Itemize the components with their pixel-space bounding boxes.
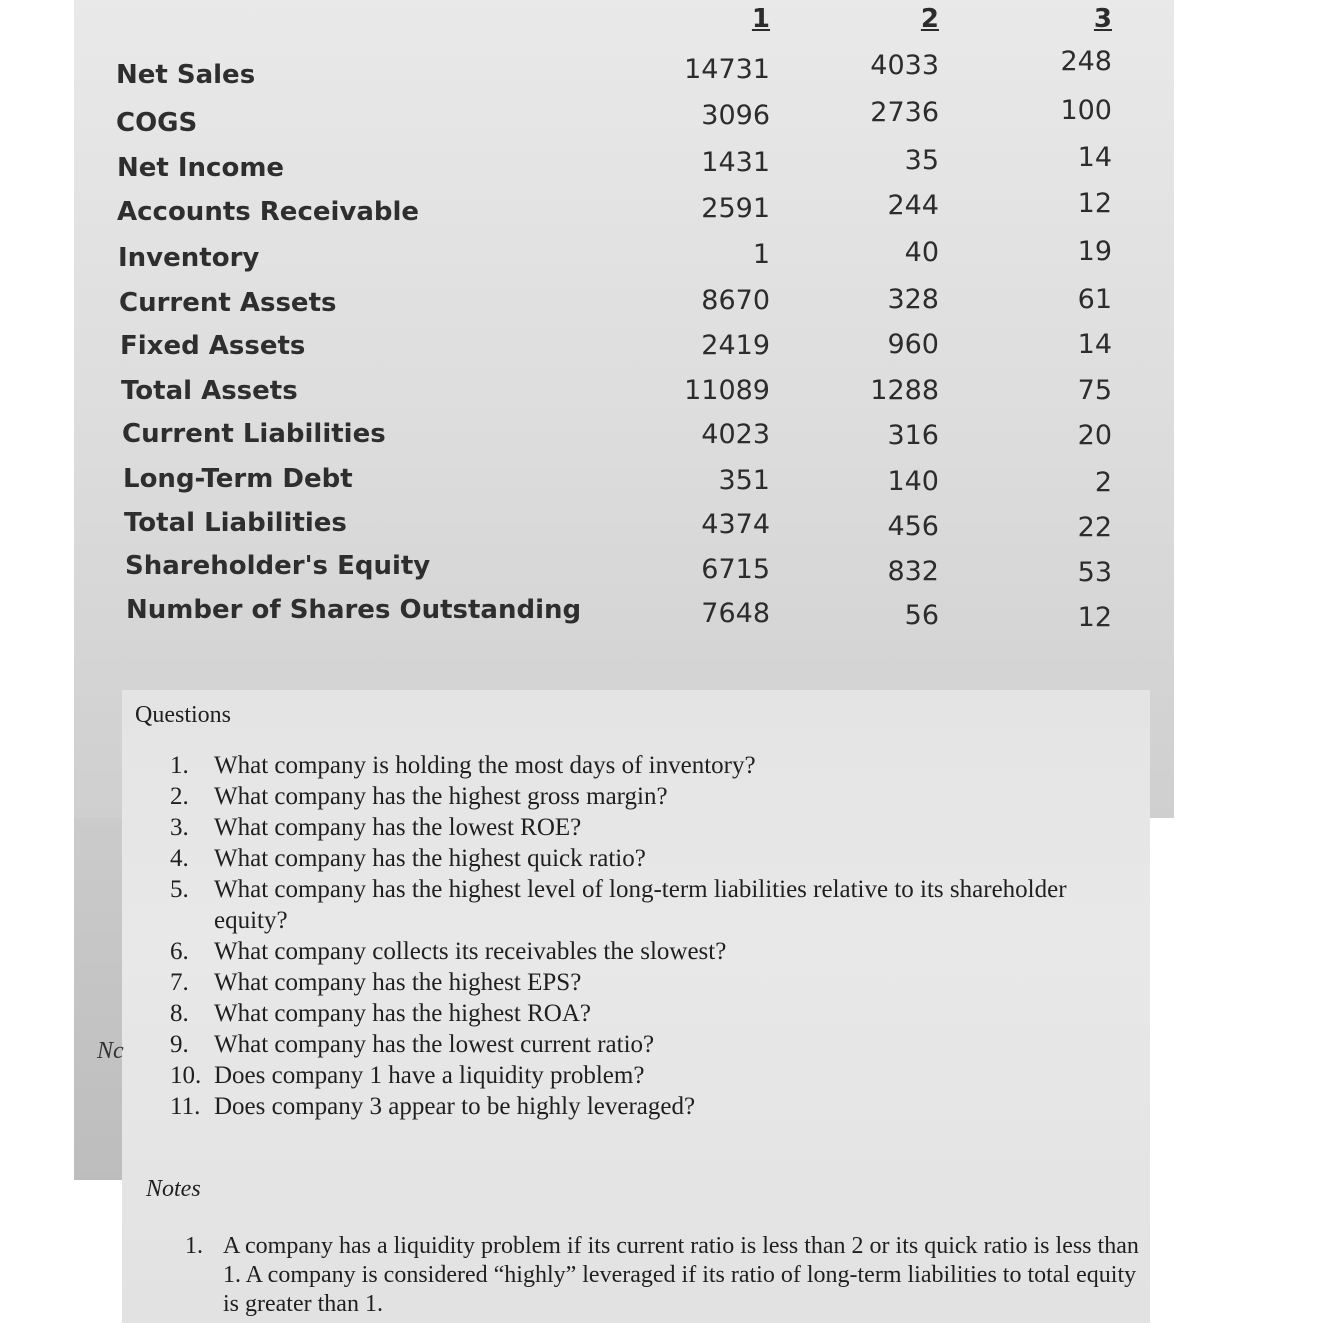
cell-current-assets-1: 8670: [701, 285, 770, 316]
cell-fixed-assets-2: 960: [887, 329, 939, 360]
cell-net-sales-2: 4033: [870, 50, 939, 81]
question-item: [170, 1029, 1135, 1060]
cell-cogs-3: 100: [1060, 95, 1112, 126]
cell-current-liabilities-3: 20: [1077, 420, 1112, 451]
cell-inventory-2: 40: [904, 237, 939, 268]
cell-shareholders-equity-3: 53: [1077, 557, 1112, 588]
cell-fixed-assets-3: 14: [1077, 329, 1112, 360]
cell-net-sales-3: 248: [1060, 46, 1112, 77]
question-number: 8.: [170, 1000, 189, 1027]
row-label-total-assets: Total Assets: [121, 376, 298, 406]
question-item: [170, 1091, 1135, 1122]
notes-list: [185, 1232, 1145, 1319]
cell-total-liabilities-2: 456: [887, 511, 939, 542]
question-item: [170, 874, 1135, 936]
question-number: 4.: [170, 845, 189, 872]
cell-total-assets-1: 11089: [684, 375, 770, 406]
row-label-inventory: Inventory: [118, 243, 260, 273]
question-text: Does company 1 have a liquidity problem?: [214, 1062, 645, 1089]
question-item: [170, 1060, 1135, 1091]
row-label-shareholders-equity: Shareholder's Equity: [125, 551, 431, 581]
question-text: What company has the lowest ROE?: [214, 814, 582, 841]
cell-total-liabilities-1: 4374: [701, 509, 770, 540]
row-label-accounts-receivable: Accounts Receivable: [117, 197, 420, 227]
cell-shares-outstanding-1: 7648: [701, 598, 770, 629]
question-item: [170, 750, 1135, 781]
question-text: What company has the highest ROA?: [214, 1000, 591, 1027]
cell-net-income-3: 14: [1077, 142, 1112, 173]
cell-cogs-2: 2736: [870, 97, 939, 128]
question-text: What company has the highest level of long-term liabilities relative to its shareholder equity?: [214, 876, 1067, 934]
cell-long-term-debt-1: 351: [718, 465, 770, 496]
question-text: What company has the highest EPS?: [214, 969, 582, 996]
cell-inventory-1: 1: [752, 239, 770, 270]
cell-fixed-assets-1: 2419: [701, 330, 770, 361]
cell-shareholders-equity-1: 6715: [701, 554, 770, 585]
cell-cogs-1: 3096: [701, 100, 770, 131]
cell-inventory-3: 19: [1077, 236, 1112, 267]
row-label-total-liabilities: Total Liabilities: [124, 508, 347, 538]
cell-net-income-1: 1431: [701, 147, 770, 178]
row-label-net-sales: Net Sales: [116, 60, 256, 90]
question-text: What company is holding the most days of inventory?: [214, 752, 756, 779]
cell-current-liabilities-2: 316: [887, 420, 939, 451]
cell-accounts-receivable-1: 2591: [701, 193, 770, 224]
row-label-cogs: COGS: [116, 108, 198, 138]
row-label-long-term-debt: Long-Term Debt: [123, 464, 353, 494]
question-text: Does company 3 appear to be highly leveraged?: [214, 1093, 696, 1120]
question-text: What company has the highest quick ratio?: [214, 845, 646, 872]
column-header-1: 1: [751, 4, 770, 34]
row-label-fixed-assets: Fixed Assets: [120, 331, 306, 361]
cell-shareholders-equity-2: 832: [887, 556, 939, 587]
question-number: 3.: [170, 814, 189, 841]
notes-heading: Notes: [146, 1176, 201, 1202]
cell-current-assets-2: 328: [887, 284, 939, 315]
question-item: [170, 843, 1135, 874]
question-item: [170, 967, 1135, 998]
cell-total-liabilities-3: 22: [1077, 512, 1112, 543]
cropped-text-fragment: Nc: [97, 1038, 124, 1064]
row-label-shares-outstanding: Number of Shares Outstanding: [126, 595, 582, 625]
question-text: What company has the highest gross margin?: [214, 783, 668, 810]
questions-heading: Questions: [135, 702, 231, 728]
cell-current-assets-3: 61: [1077, 284, 1112, 315]
question-number: 5.: [170, 876, 189, 903]
cell-long-term-debt-2: 140: [887, 466, 939, 497]
note-number: 1.: [185, 1233, 203, 1259]
question-number: 2.: [170, 783, 189, 810]
cell-net-sales-1: 14731: [684, 54, 770, 85]
note-text: A company has a liquidity problem if its current ratio is less than 2 or its quick ratio is less than 1. A company is considered “highly” leveraged if its ratio of long-term liabilities to total equity is greater than 1.: [223, 1233, 1139, 1317]
question-text: What company collects its receivables the slowest?: [214, 938, 727, 965]
question-text: What company has the lowest current ratio?: [214, 1031, 655, 1058]
question-number: 9.: [170, 1031, 189, 1058]
cell-accounts-receivable-3: 12: [1077, 188, 1112, 219]
question-number: 6.: [170, 938, 189, 965]
question-item: [170, 781, 1135, 812]
cell-net-income-2: 35: [904, 145, 939, 176]
question-number: 10.: [170, 1062, 202, 1089]
question-number: 1.: [170, 752, 189, 779]
questions-list: [170, 750, 1135, 1122]
spreadsheet-edge: [74, 818, 122, 1180]
question-number: 11.: [170, 1093, 201, 1120]
question-number: 7.: [170, 969, 189, 996]
question-item: [170, 998, 1135, 1029]
question-item: [170, 936, 1135, 967]
cell-long-term-debt-3: 2: [1094, 467, 1112, 498]
cell-shares-outstanding-3: 12: [1077, 602, 1112, 633]
note-item: [185, 1232, 1145, 1319]
row-label-net-income: Net Income: [117, 153, 285, 183]
cell-shares-outstanding-2: 56: [904, 600, 939, 631]
cell-accounts-receivable-2: 244: [887, 190, 939, 221]
row-label-current-liabilities: Current Liabilities: [122, 419, 386, 449]
cell-total-assets-2: 1288: [870, 375, 939, 406]
column-header-3: 3: [1093, 4, 1112, 34]
question-item: [170, 812, 1135, 843]
row-label-current-assets: Current Assets: [119, 288, 337, 318]
column-header-2: 2: [920, 4, 939, 34]
cell-current-liabilities-1: 4023: [701, 419, 770, 450]
cell-total-assets-3: 75: [1077, 375, 1112, 406]
